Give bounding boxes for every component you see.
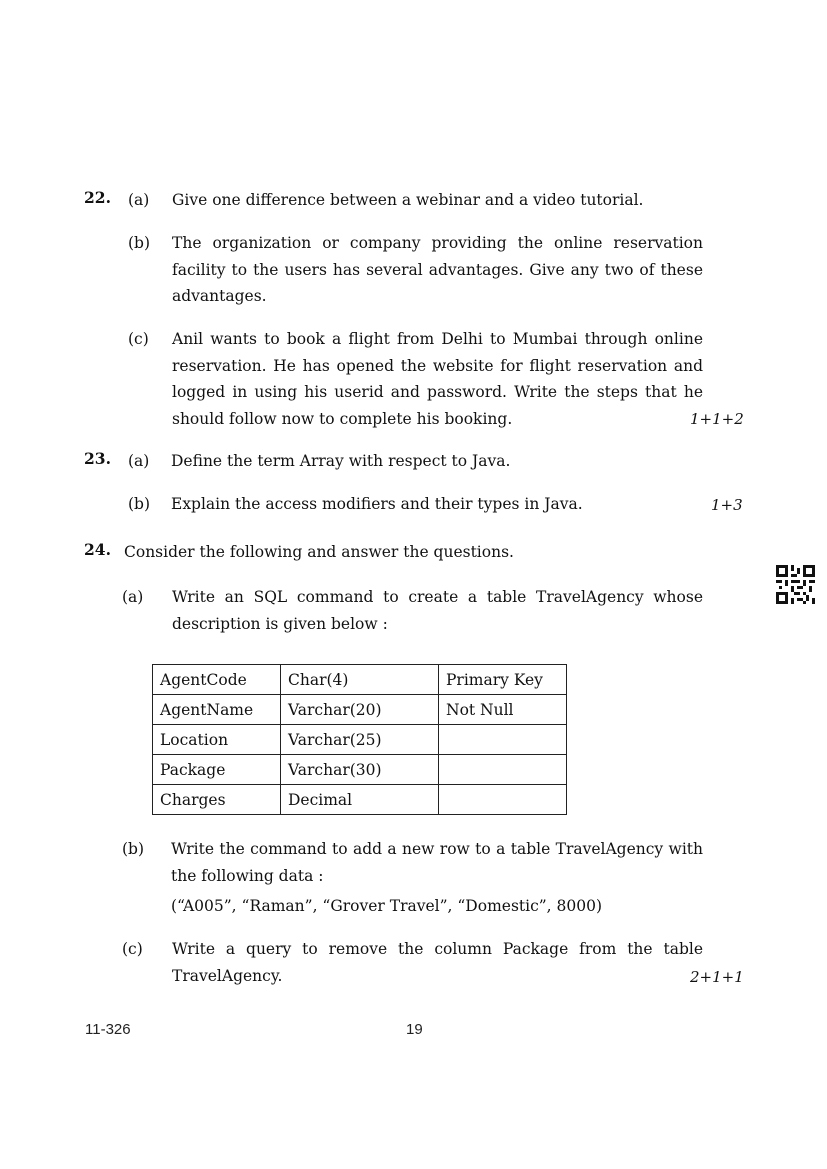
- q23-b-label: (b): [128, 495, 151, 513]
- q23-b-text: Explain the access modifiers and their types in Java.: [171, 495, 583, 513]
- table-cell: Varchar(30): [281, 755, 439, 785]
- paper-code: 11-326: [85, 1021, 131, 1038]
- q23-a-text: Define the term Array with respect to Java.: [171, 452, 511, 470]
- table-row: [153, 725, 567, 755]
- qr-code-icon: [776, 565, 815, 604]
- q24-b-data: (“A005”, “Raman”, “Grover Travel”, “Domestic”, 8000): [171, 897, 603, 915]
- q24-b-label: (b): [122, 840, 145, 858]
- q22-a-label: (a): [128, 191, 150, 209]
- q22-b-text: [172, 230, 703, 310]
- q24-b-line: Write the command to add a new row to a table TravelAgency with: [171, 840, 703, 858]
- q24-c-line: TravelAgency.: [172, 966, 283, 985]
- table-cell: [439, 785, 567, 815]
- q22-b-line: The organization or company providing the online reservation: [172, 234, 703, 252]
- q24-c-line: Write a query to remove the column Package from the table: [172, 940, 703, 958]
- table-row: [153, 665, 567, 695]
- q22-c-line: should follow now to complete his booking.: [172, 409, 513, 428]
- q24-a-line: Write an SQL command to create a table TravelAgency whose: [172, 588, 703, 606]
- question-number-23: 23.: [84, 449, 111, 468]
- table-cell: Decimal: [281, 785, 439, 815]
- q22-b-line: advantages.: [172, 287, 267, 305]
- q24-intro: Consider the following and answer the questions.: [124, 543, 514, 561]
- q24-b-line: the following data :: [171, 866, 324, 885]
- table-cell: [439, 725, 567, 755]
- question-number-24: 24.: [84, 540, 111, 559]
- table-row: [153, 755, 567, 785]
- q22-b-line: facility to the users has several advantages. Give any two of these: [172, 260, 703, 279]
- q24-c-label: (c): [122, 940, 143, 958]
- q22-b-label: (b): [128, 234, 151, 252]
- table-cell: [439, 755, 567, 785]
- table-cell: AgentName: [153, 695, 281, 725]
- table-row: [153, 695, 567, 725]
- q24-a-label: (a): [122, 588, 144, 606]
- table-cell: Varchar(20): [281, 695, 439, 725]
- q22-c-text: [172, 326, 703, 432]
- q24-b-text: [171, 836, 703, 889]
- q22-c-line: logged in using his userid and password. Write the steps that he: [172, 383, 703, 401]
- travel-agency-description-table: [152, 664, 567, 815]
- q22-marks: 1+1+2: [690, 410, 744, 428]
- q22-c-label: (c): [128, 330, 149, 348]
- q24-a-text: [172, 584, 703, 637]
- q24-c-text: [172, 936, 703, 989]
- q22-c-line: reservation. He has opened the website for flight reservation and: [172, 356, 703, 375]
- q22-a-text: Give one difference between a webinar and a video tutorial.: [172, 191, 644, 209]
- table-row: [153, 785, 567, 815]
- q23-marks: 1+3: [711, 496, 743, 514]
- page-number: 19: [406, 1021, 423, 1038]
- q23-a-label: (a): [128, 452, 150, 470]
- table-cell: Charges: [153, 785, 281, 815]
- table-cell: AgentCode: [153, 665, 281, 695]
- table-cell: Primary Key: [439, 665, 567, 695]
- table-cell: Varchar(25): [281, 725, 439, 755]
- q24-marks: 2+1+1: [690, 968, 744, 986]
- table-cell: Location: [153, 725, 281, 755]
- q22-c-line: Anil wants to book a flight from Delhi to Mumbai through online: [172, 330, 703, 348]
- table-cell: Not Null: [439, 695, 567, 725]
- q24-a-line: description is given below :: [172, 614, 388, 633]
- table-cell: Package: [153, 755, 281, 785]
- table-cell: Char(4): [281, 665, 439, 695]
- question-number-22: 22.: [84, 188, 111, 207]
